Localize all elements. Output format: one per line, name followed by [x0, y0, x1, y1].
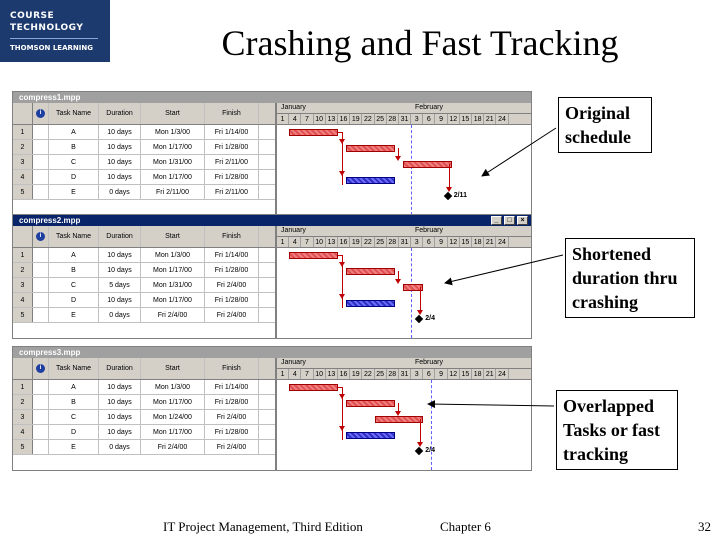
- start-cell[interactable]: Mon 1/3/00: [141, 125, 205, 139]
- start-cell[interactable]: Mon 1/24/00: [141, 410, 205, 424]
- start-cell[interactable]: Fri 2/4/00: [141, 440, 205, 454]
- row-id[interactable]: 4: [13, 170, 33, 184]
- row-id[interactable]: 2: [13, 395, 33, 409]
- day-tick: 31: [399, 237, 411, 247]
- day-tick: 18: [472, 369, 484, 379]
- start-cell[interactable]: Mon 1/17/00: [141, 395, 205, 409]
- duration-cell[interactable]: 10 days: [99, 380, 141, 394]
- column-header-duration[interactable]: Duration: [99, 103, 141, 124]
- logo-line2: TECHNOLOGY: [10, 23, 84, 33]
- arrow-fast-tracking: [428, 404, 554, 406]
- duration-cell[interactable]: 10 days: [99, 170, 141, 184]
- finish-cell[interactable]: Fri 2/4/00: [205, 278, 259, 292]
- finish-cell[interactable]: Fri 1/28/00: [205, 263, 259, 277]
- footer-chapter: Chapter 6: [440, 519, 491, 534]
- day-tick: 3: [411, 237, 423, 247]
- start-cell[interactable]: Mon 1/17/00: [141, 425, 205, 439]
- footer-page-number: 32: [698, 519, 711, 534]
- column-header-finish[interactable]: Finish: [205, 358, 259, 379]
- task-name-cell[interactable]: D: [49, 293, 99, 307]
- start-cell[interactable]: Mon 1/3/00: [141, 380, 205, 394]
- finish-cell[interactable]: Fri 2/11/00: [205, 185, 259, 199]
- day-tick: 22: [362, 237, 374, 247]
- callout-line: crashing: [572, 292, 639, 312]
- footer-book-title: IT Project Management, Third Edition: [163, 519, 363, 534]
- month-label-january: January: [281, 227, 306, 234]
- day-tick: 18: [472, 114, 484, 124]
- maximize-icon[interactable]: □: [504, 216, 515, 225]
- day-tick: 25: [375, 114, 387, 124]
- row-id[interactable]: 3: [13, 278, 33, 292]
- row-id[interactable]: 5: [13, 185, 33, 199]
- finish-cell[interactable]: Fri 1/28/00: [205, 395, 259, 409]
- month-label-february: February: [415, 104, 444, 111]
- callout-line: duration thru: [572, 268, 678, 288]
- day-tick: 24: [496, 237, 508, 247]
- task-name-cell[interactable]: B: [49, 395, 99, 409]
- day-tick: 16: [338, 114, 350, 124]
- day-tick: 9: [435, 114, 447, 124]
- start-cell[interactable]: Fri 2/4/00: [141, 308, 205, 322]
- row-id[interactable]: 5: [13, 440, 33, 454]
- logo-line1: COURSE: [10, 11, 55, 21]
- column-header-finish[interactable]: Finish: [205, 226, 259, 247]
- month-label-january: January: [281, 359, 306, 366]
- day-tick: 15: [460, 369, 472, 379]
- day-tick: 3: [411, 114, 423, 124]
- minimize-icon[interactable]: _: [491, 216, 502, 225]
- finish-cell[interactable]: Fri 1/28/00: [205, 170, 259, 184]
- task-name-cell[interactable]: B: [49, 140, 99, 154]
- row-id[interactable]: 4: [13, 293, 33, 307]
- day-tick: 9: [435, 369, 447, 379]
- task-name-cell[interactable]: A: [49, 248, 99, 262]
- task-name-cell[interactable]: D: [49, 425, 99, 439]
- milestone-label: 2/4: [425, 315, 435, 322]
- column-header-start[interactable]: Start: [141, 103, 205, 124]
- callout-line: Tasks or fast: [563, 420, 661, 440]
- row-id[interactable]: 1: [13, 248, 33, 262]
- duration-cell[interactable]: 10 days: [99, 410, 141, 424]
- duration-cell[interactable]: 5 days: [99, 278, 141, 292]
- column-header-duration[interactable]: Duration: [99, 226, 141, 247]
- day-tick: 21: [484, 369, 496, 379]
- start-cell[interactable]: Mon 1/31/00: [141, 278, 205, 292]
- task-name-cell[interactable]: D: [49, 170, 99, 184]
- day-tick: 16: [338, 369, 350, 379]
- day-tick: 16: [338, 237, 350, 247]
- window-title: compress3.mpp: [19, 348, 81, 357]
- day-tick: 7: [301, 369, 313, 379]
- callout-line: tracking: [563, 444, 628, 464]
- task-name-cell[interactable]: A: [49, 380, 99, 394]
- finish-cell[interactable]: Fri 1/28/00: [205, 140, 259, 154]
- finish-cell[interactable]: Fri 2/4/00: [205, 440, 259, 454]
- day-tick: 12: [448, 237, 460, 247]
- day-tick: 25: [375, 369, 387, 379]
- task-name-cell[interactable]: E: [49, 185, 99, 199]
- day-tick: 1: [277, 237, 289, 247]
- day-tick: 31: [399, 114, 411, 124]
- day-tick: 7: [301, 114, 313, 124]
- info-icon: i: [36, 109, 45, 118]
- milestone-label: 2/4: [425, 447, 435, 454]
- duration-cell[interactable]: 10 days: [99, 248, 141, 262]
- window-title: compress1.mpp: [19, 93, 81, 102]
- logo-line3: THOMSON LEARNING: [10, 38, 98, 54]
- day-tick: 10: [314, 369, 326, 379]
- start-cell[interactable]: Mon 1/17/00: [141, 293, 205, 307]
- month-label-february: February: [415, 359, 444, 366]
- finish-cell[interactable]: Fri 2/4/00: [205, 308, 259, 322]
- arrow-original: [482, 128, 556, 176]
- start-cell[interactable]: Mon 1/17/00: [141, 140, 205, 154]
- row-id[interactable]: 3: [13, 155, 33, 169]
- duration-cell[interactable]: 10 days: [99, 293, 141, 307]
- day-tick: 6: [423, 114, 435, 124]
- finish-cell[interactable]: Fri 1/28/00: [205, 293, 259, 307]
- close-icon[interactable]: ×: [517, 216, 528, 225]
- month-label-february: February: [415, 227, 444, 234]
- task-name-cell[interactable]: B: [49, 263, 99, 277]
- duration-cell[interactable]: 10 days: [99, 395, 141, 409]
- start-cell[interactable]: Mon 1/17/00: [141, 263, 205, 277]
- day-tick: 28: [387, 237, 399, 247]
- duration-cell[interactable]: 0 days: [99, 185, 141, 199]
- day-tick: 31: [399, 369, 411, 379]
- column-header-task-name[interactable]: Task Name: [49, 358, 99, 379]
- duration-cell[interactable]: 0 days: [99, 440, 141, 454]
- day-tick: 19: [350, 369, 362, 379]
- row-id[interactable]: 1: [13, 125, 33, 139]
- column-header-finish[interactable]: Finish: [205, 103, 259, 124]
- day-tick: 21: [484, 237, 496, 247]
- day-tick: 22: [362, 369, 374, 379]
- milestone-label: 2/11: [453, 192, 467, 199]
- callout-line: Original: [565, 103, 631, 123]
- day-tick: 19: [350, 114, 362, 124]
- column-header-start[interactable]: Start: [141, 358, 205, 379]
- row-id[interactable]: 1: [13, 380, 33, 394]
- info-icon: i: [36, 364, 45, 373]
- day-tick: 13: [326, 237, 338, 247]
- info-icon: i: [36, 232, 45, 241]
- duration-cell[interactable]: 0 days: [99, 308, 141, 322]
- callout-line: Shortened: [572, 244, 652, 264]
- day-tick: 1: [277, 369, 289, 379]
- day-tick: 13: [326, 114, 338, 124]
- start-cell[interactable]: Mon 1/31/00: [141, 155, 205, 169]
- start-cell[interactable]: Fri 2/11/00: [141, 185, 205, 199]
- day-tick: 7: [301, 237, 313, 247]
- finish-cell[interactable]: Fri 1/28/00: [205, 425, 259, 439]
- row-id[interactable]: 2: [13, 263, 33, 277]
- finish-cell[interactable]: Fri 1/14/00: [205, 248, 259, 262]
- day-tick: 19: [350, 237, 362, 247]
- day-tick: 24: [496, 114, 508, 124]
- window-title: compress2.mpp: [19, 216, 81, 225]
- callout-line: Overlapped: [563, 396, 655, 416]
- day-tick: 6: [423, 237, 435, 247]
- column-header-task-name[interactable]: Task Name: [49, 103, 99, 124]
- column-header-start[interactable]: Start: [141, 226, 205, 247]
- day-tick: 18: [472, 237, 484, 247]
- day-tick: 24: [496, 369, 508, 379]
- day-tick: 22: [362, 114, 374, 124]
- day-tick: 15: [460, 114, 472, 124]
- finish-cell[interactable]: Fri 2/11/00: [205, 155, 259, 169]
- day-tick: 4: [289, 237, 301, 247]
- task-name-cell[interactable]: E: [49, 308, 99, 322]
- day-tick: 25: [375, 237, 387, 247]
- day-tick: 1: [277, 114, 289, 124]
- row-id[interactable]: 5: [13, 308, 33, 322]
- duration-cell[interactable]: 10 days: [99, 263, 141, 277]
- task-name-cell[interactable]: C: [49, 155, 99, 169]
- start-cell[interactable]: Mon 1/17/00: [141, 170, 205, 184]
- day-tick: 3: [411, 369, 423, 379]
- row-id[interactable]: 4: [13, 425, 33, 439]
- task-name-cell[interactable]: C: [49, 410, 99, 424]
- column-header-task-name[interactable]: Task Name: [49, 226, 99, 247]
- day-tick: 10: [314, 237, 326, 247]
- slide-title: Crashing and Fast Tracking: [221, 23, 619, 63]
- callout-line: schedule: [565, 127, 632, 147]
- start-cell[interactable]: Mon 1/3/00: [141, 248, 205, 262]
- duration-cell[interactable]: 10 days: [99, 140, 141, 154]
- day-tick: 21: [484, 114, 496, 124]
- day-tick: 9: [435, 237, 447, 247]
- day-tick: 4: [289, 369, 301, 379]
- duration-cell[interactable]: 10 days: [99, 425, 141, 439]
- day-tick: 12: [448, 369, 460, 379]
- day-tick: 10: [314, 114, 326, 124]
- row-id[interactable]: 3: [13, 410, 33, 424]
- task-name-cell[interactable]: E: [49, 440, 99, 454]
- task-name-cell[interactable]: A: [49, 125, 99, 139]
- row-id[interactable]: 2: [13, 140, 33, 154]
- day-tick: 28: [387, 114, 399, 124]
- column-header-duration[interactable]: Duration: [99, 358, 141, 379]
- month-label-january: January: [281, 104, 306, 111]
- finish-cell[interactable]: Fri 2/4/00: [205, 410, 259, 424]
- day-tick: 4: [289, 114, 301, 124]
- day-tick: 13: [326, 369, 338, 379]
- day-tick: 28: [387, 369, 399, 379]
- duration-cell[interactable]: 10 days: [99, 125, 141, 139]
- finish-cell[interactable]: Fri 1/14/00: [205, 125, 259, 139]
- day-tick: 15: [460, 237, 472, 247]
- day-tick: 12: [448, 114, 460, 124]
- day-tick: 6: [423, 369, 435, 379]
- duration-cell[interactable]: 10 days: [99, 155, 141, 169]
- arrow-crashing: [445, 255, 563, 283]
- finish-cell[interactable]: Fri 1/14/00: [205, 380, 259, 394]
- task-name-cell[interactable]: C: [49, 278, 99, 292]
